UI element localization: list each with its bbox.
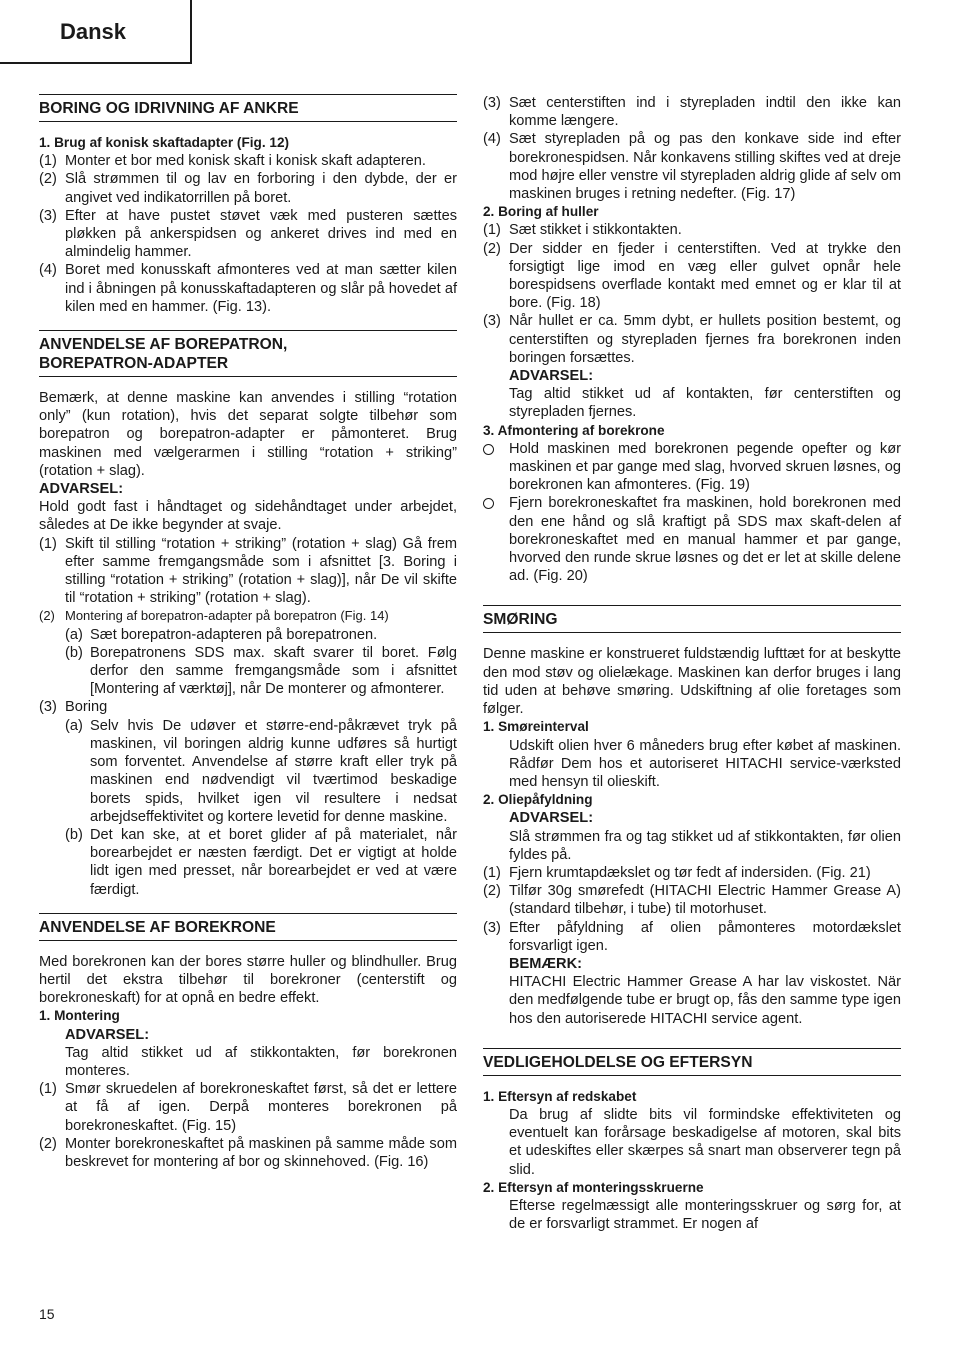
warning-label: ADVARSEL: — [509, 810, 594, 827]
paragraph: Bemærk, at denne maskine kan anvendes i stilling “rotation only” (kun rotation), hvis det separat solgte tilbehør som borepatron og borepatron-adapter er påmonteret. Brug maskinen med vælgerarmen i stilling “rotation + striking” (rotation + slag). — [39, 390, 457, 479]
language-tab — [0, 0, 192, 64]
paragraph: Denne maskine er konstrueret fuldstændig lufttæt for at beskytte den mod støv og olielækage. Maskinen kan derfor bruges i lang tid uden at behøve smøring. Udskiftning af olie foretages som følger. — [483, 646, 901, 718]
left-column — [39, 94, 457, 1171]
list-item: (3) Boring — [39, 699, 108, 716]
warning-label: ADVARSEL: — [65, 1026, 150, 1043]
subheading: 2. Oliepåfyldning — [483, 792, 593, 808]
list-item: (2) Montering af borepatron-adapter på borepatron (Fig. 14) — [39, 608, 389, 624]
list-item: (1) Sæt stikket i stikkontakten. — [483, 222, 682, 239]
section-heading-boring: BORING OG IDRIVNING AF ANKRE — [39, 94, 457, 122]
sub-list-item: (b) Borepatronens SDS max. skaft svarer til boret. Følg derfor den samme fremgangsmåde som i afsnittet [Montering af værktøj], når De monterer og afmonterer. — [65, 644, 457, 698]
page-number: 15 — [39, 1306, 55, 1322]
list-item: (1) Skift til stilling “rotation + striking” (rotation + slag) Gå frem efter samme fremgangsmåde som i afsnittet [3. Boring i stilling “rotation + striking” (rotation + slag)], når De vil skifte til “rotation + striking” (rotation + slag). — [39, 535, 457, 607]
list-item: (4) Boret med konusskaft afmonteres ved at man sætter kilen ind i åbningen på konusskaftadapteren og slår på hovedet af kilen med en hammer. (Fig. 13). — [39, 262, 457, 315]
warning-text: Slå strømmen fra og tag stikket ud af stikkontakten, før olien fyldes på. — [509, 828, 901, 863]
right-column — [483, 94, 901, 1233]
list-item: (3) Sæt centerstiften ind i styrepladen indtil den ikke kan komme længere. — [483, 95, 901, 130]
list-item: (2) Monter borekroneskaftet på maskinen på samme måde som beskrevet for montering af bor og skinnehoved. (Fig. 16) — [39, 1135, 457, 1170]
subheading: 3. Afmontering af borekrone — [483, 422, 665, 438]
section-heading-smoring: SMØRING — [483, 605, 901, 633]
note-text: HITACHI Electric Hammer Grease A har lav viskostet. När den medfølgende tube er brugt op, fås den samme type igen hos den autoriserede HITACHI service agent. — [509, 974, 901, 1027]
bullet-item: Fjern borekroneskaftet fra maskinen, hold borekronen med den ene hånd og slå kraftigt på SDS max skaft-delen af borekroneskaftet med en manual hammer et par gange, hvorved den runde skrue løsnes og det er let at skille delene ad. (Fig. 20) — [483, 494, 901, 585]
list-item: (3) Efter at have pustet støvet væk med pusteren sættes pløkken på ankerspidsen og ankeret drives ind med en almindelig hammer. — [39, 207, 457, 261]
section-heading-borepatron: ANVENDELSE AF BOREPATRON, BOREPATRON-ADAPTER — [39, 330, 457, 377]
list-item: (3) Når hullet er ca. 5mm dybt, er hullets position bestemt, og centerstiften og styrepladen fjernes fra borekronen inden boringen forsættes. — [483, 313, 901, 366]
list-item: (3) Efter påfyldning af olien påmonteres motordækslet forsvarligt igen. — [483, 919, 901, 954]
language-label: Dansk — [60, 19, 127, 44]
sub-list-item: (a) Sæt borepatron-adapteren på borepatronen. — [65, 626, 378, 643]
warning-text: Tag altid stikket ud af kontakten, før centerstiften og styrepladen fjernes. — [509, 386, 901, 421]
warning-label: ADVARSEL: — [509, 368, 594, 385]
list-item: (2) Tilfør 30g smørefedt (HITACHI Electric Hammer Grease A) (standard tilbehør, i tube) til motorhuset. — [483, 883, 901, 918]
note-label: BEMÆRK: — [509, 955, 582, 972]
subheading: 1. Eftersyn af redskabet — [483, 1088, 637, 1104]
paragraph: Hold godt fast i håndtaget og sidehåndtaget under arbejdet, således at De ikke begynder at svaje. — [39, 499, 457, 534]
subheading: 2. Boring af huller — [483, 204, 599, 220]
section-heading-vedligeholdelse: VEDLIGEHOLDELSE OG EFTERSYN — [483, 1048, 901, 1076]
paragraph: Med borekronen kan der bores større huller og blindhuller. Brug hertil det ekstra tilbehør til borekroner (centerstift og borekroneskaft) for at opnå en bedre effekt. — [39, 953, 457, 1007]
list-item: (1) Monter et bor med konisk skaft i konisk skaft adapteren. — [39, 153, 426, 170]
paragraph: Udskift olien hver 6 måneders brug efter købet af maskinen. Rådfør Dem hos et autoriseret HITACHI service-værksted med hensyn til olieskift. — [509, 737, 901, 790]
paragraph: Efterse regelmæssigt alle monteringsskruer og sørg for, at de er forsvarligt strammet. Er nogen af — [509, 1197, 901, 1233]
circle-bullet-icon — [483, 498, 494, 509]
list-item: (1) Fjern krumtapdækslet og tør fedt af indersiden. (Fig. 21) — [483, 864, 871, 881]
warning-label: ADVARSEL: — [39, 481, 124, 498]
list-item: (1) Smør skruedelen af borekroneskaftet først, så det er lettere at få af igen. Derpå monteres borekronen på borekroneskaftet. (Fig. 15) — [39, 1081, 457, 1134]
subheading: 1. Smøreinterval — [483, 719, 589, 735]
paragraph: Da brug af slidte bits vil formindske effektiviteten og eventuelt kan forårsage beskadigelse af motoren, skal bits et udeskiftes eller skærpes så snart man observerer tegn på slid. — [509, 1106, 901, 1178]
bullet-item: Hold maskinen med borekronen pegende opefter og kør maskinen et par gange med slag, hvorved skruen løsnes, og borekronen kan afmonteres. (Fig. 19) — [483, 440, 901, 495]
list-item: (4) Sæt styrepladen på og pas den konkave side ind efter borekronespidsen. Når konkavens stilling skiftes ved at dreje mod højre eller venstre vil styrepladen aldrig glide af selv om maskinen bruges i retning nedefter. (Fig. 17) — [483, 131, 901, 203]
sub-list-item: (a) Selv hvis De udøver et større-end-påkrævet tryk på maskinen, vil boringen aldrig kunne udføres så hurtigt som forventet. Anvendelse af større kraft eller tryk på maskinen end nødvendigt vil tværtimod beskadige borets spids, hvilket igen vil resultere i nedsat arbejdseffektivitet og kortere levetid for denne maskine. — [65, 717, 457, 825]
section-heading-borekrone: ANVENDELSE AF BOREKRONE — [39, 913, 457, 941]
subheading: 2. Eftersyn af monteringsskruerne — [483, 1179, 704, 1195]
sub-list-item: (b) Det kan ske, at et boret glider af på materialet, når borearbejdet er næsten færdigt. Det er vigtigt at holde lidt igen med presset, når borearbejdet er ved at være færdigt. — [65, 826, 457, 898]
subheading: 1. Brug af konisk skaftadapter (Fig. 12) — [39, 135, 290, 150]
list-item: (2) Slå strømmen til og lav en forboring i den dybde, der er angivet ved indikatorrillen på boret. — [39, 171, 457, 206]
subheading: 1. Montering — [39, 1008, 120, 1024]
warning-text: Tag altid stikket ud af stikkontakten, før borekronen monteres. — [65, 1044, 457, 1079]
list-item: (2) Der sidder en fjeder i centerstiften. Ved at trykke den forsigtigt lige imod en væg eller gulvet opnår hele borespidsens overflade kontakt med emnet og er klar til at bore. (Fig. 18) — [483, 240, 901, 312]
circle-bullet-icon — [483, 444, 494, 455]
